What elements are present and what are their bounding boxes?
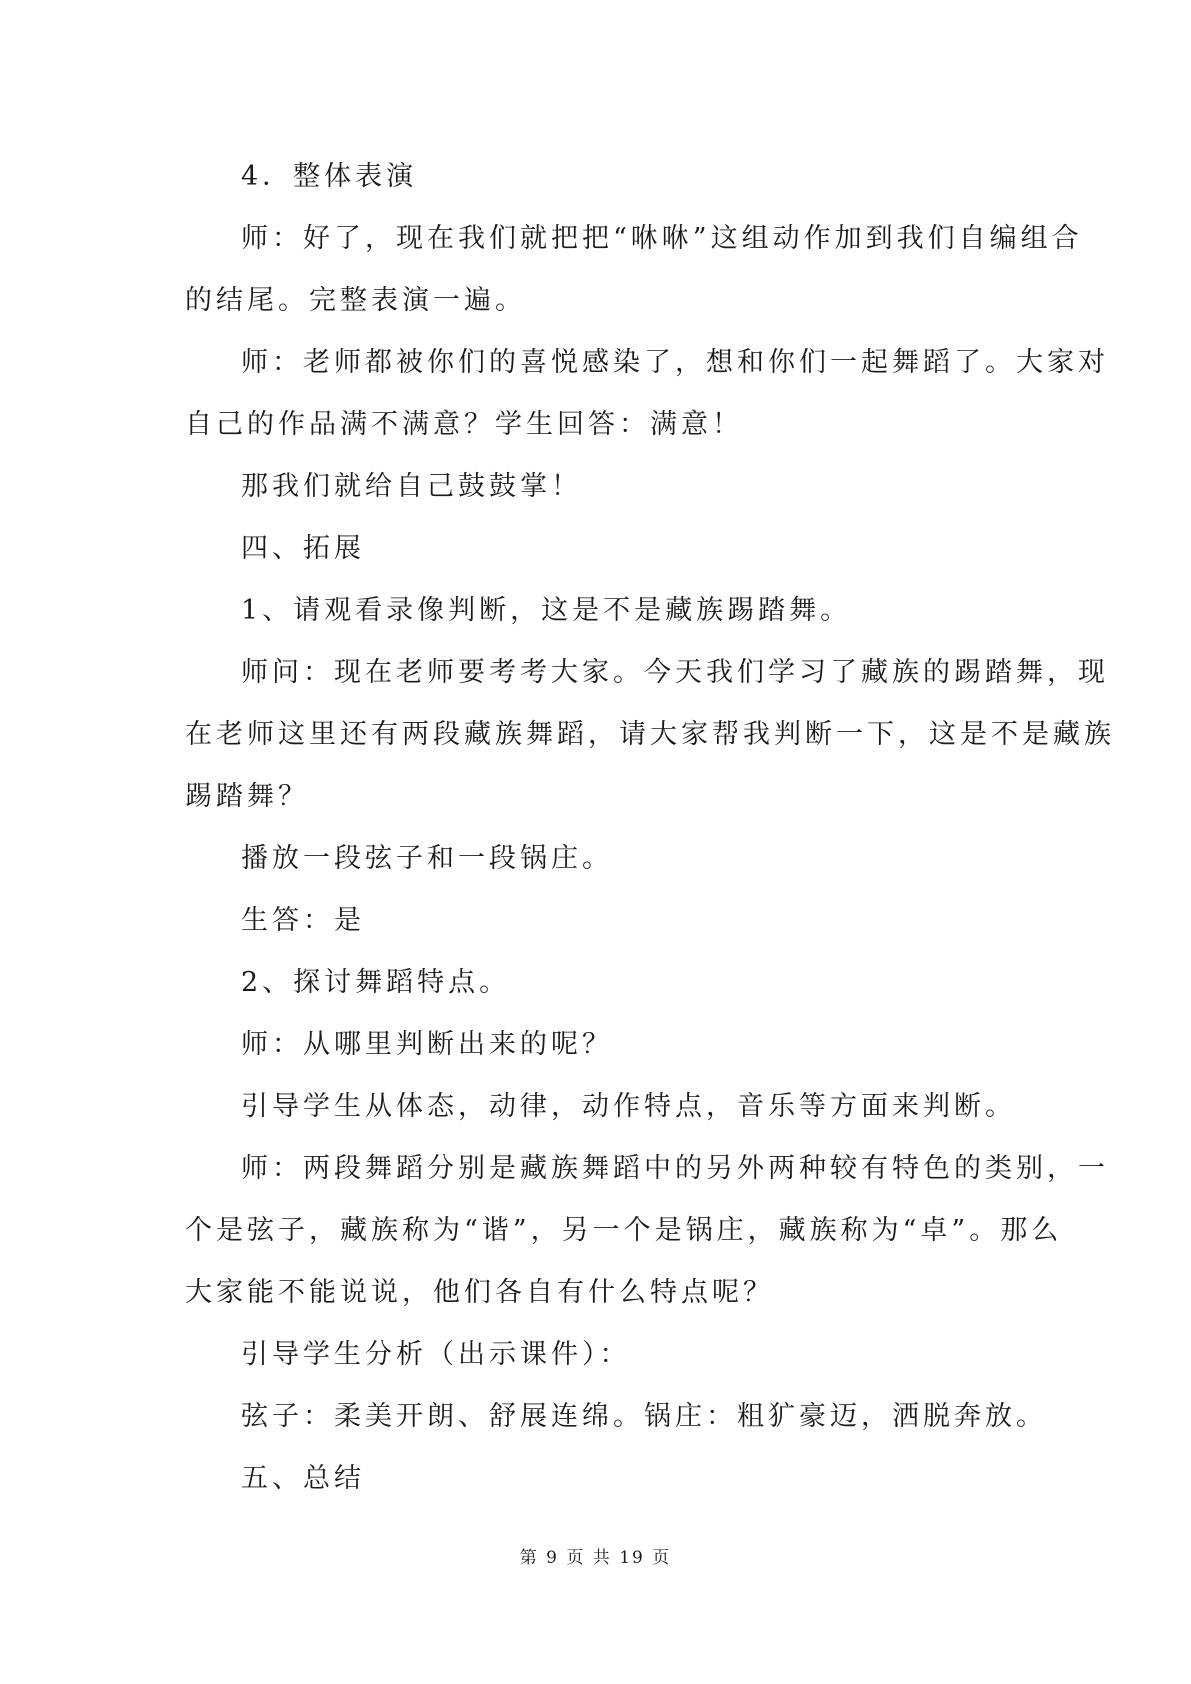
paragraph-line: 师：从哪里判断出来的呢？ (241, 1029, 613, 1060)
paragraph-line: 那我们就给自己鼓鼓掌！ (241, 471, 582, 502)
paragraph-line: 1、请观看录像判断，这是不是藏族踢踏舞。 (241, 595, 852, 626)
paragraph-line: 自己的作品满不满意？学生回答：满意！ (185, 409, 743, 440)
paragraph-line: 引导学生从体态，动律，动作特点，音乐等方面来判断。 (241, 1091, 1016, 1122)
paragraph-line: 踢踏舞？ (185, 781, 309, 812)
paragraph-line: 师：两段舞蹈分别是藏族舞蹈中的另外两种较有特色的类别，一 (241, 1153, 1109, 1184)
section-heading: 四、拓展 (241, 533, 365, 564)
paragraph-line: 引导学生分析（出示课件）： (241, 1339, 631, 1370)
paragraph-line: 在老师这里还有两段藏族舞蹈，请大家帮我判断一下，这是不是藏族 (185, 719, 1115, 750)
paragraph-line: 弦子：柔美开朗、舒展连绵。锅庄：粗犷豪迈，洒脱奔放。 (241, 1401, 1047, 1432)
paragraph-line: 师问：现在老师要考考大家。今天我们学习了藏族的踢踏舞，现 (241, 657, 1109, 688)
paragraph-line: 的结尾。完整表演一遍。 (185, 285, 526, 316)
paragraph-line: 师：好了，现在我们就把把“咻咻”这组动作加到我们自编组合 (241, 223, 1083, 254)
section-heading: 五、总结 (241, 1463, 365, 1494)
page-footer: 第 9 页 共 19 页 (519, 1548, 672, 1568)
paragraph-line: 生答：是 (241, 905, 365, 936)
paragraph-line: 2、探讨舞蹈特点。 (241, 967, 511, 998)
paragraph-line: 师：老师都被你们的喜悦感染了，想和你们一起舞蹈了。大家对 (241, 347, 1109, 378)
paragraph-line: 4．整体表演 (241, 161, 418, 192)
paragraph-line: 个是弦子，藏族称为“谐”，另一个是锅庄，藏族称为“卓”。那么 (185, 1215, 1063, 1246)
document-body (185, 146, 1115, 1510)
paragraph-line: 播放一段弦子和一段锅庄。 (241, 843, 613, 874)
paragraph-line: 大家能不能说说，他们各自有什么特点呢？ (185, 1277, 774, 1308)
